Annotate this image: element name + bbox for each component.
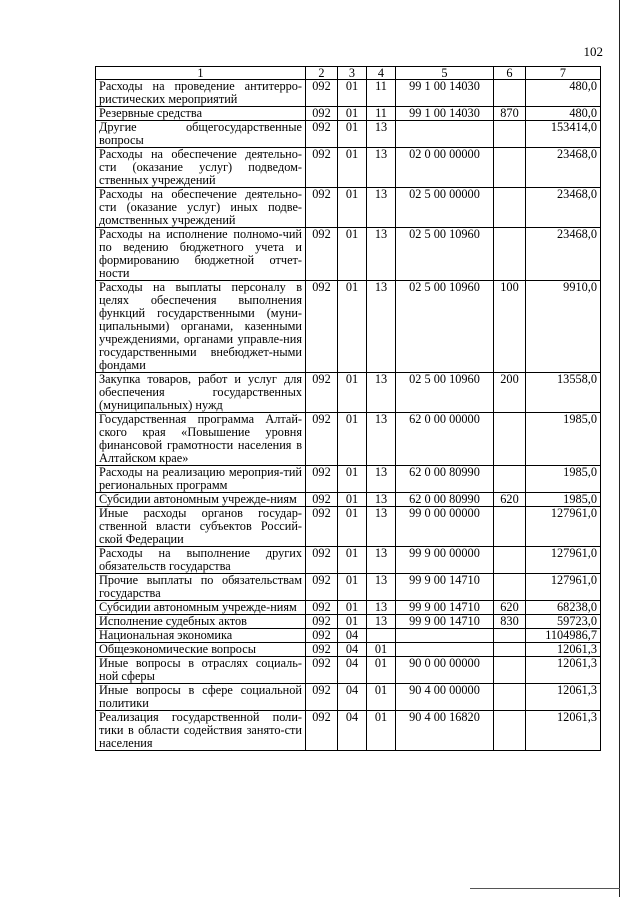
- target-article-cell: 90 4 00 00000: [396, 684, 494, 711]
- expense-name-cell: Общеэкономические вопросы: [96, 643, 306, 657]
- ministry-code-cell: 092: [306, 615, 338, 629]
- expense-type-cell: 620: [494, 493, 526, 507]
- expense-type-cell: 620: [494, 601, 526, 615]
- amount-cell: 23468,0: [526, 148, 601, 188]
- subsection-code-cell: 11: [367, 80, 396, 107]
- subsection-code-cell: 01: [367, 711, 396, 751]
- expense-name-cell: Исполнение судебных актов: [96, 615, 306, 629]
- table-row: [96, 281, 601, 373]
- table-row: [96, 148, 601, 188]
- target-article-cell: 02 5 00 10960: [396, 373, 494, 413]
- section-code-cell: 01: [338, 373, 367, 413]
- section-code-cell: 01: [338, 413, 367, 466]
- target-article-cell: 02 5 00 00000: [396, 188, 494, 228]
- subsection-code-cell: 13: [367, 493, 396, 507]
- section-code-cell: 04: [338, 657, 367, 684]
- target-article-cell: 99 9 00 14710: [396, 601, 494, 615]
- ministry-code-cell: 092: [306, 413, 338, 466]
- expense-name-cell: Национальная экономика: [96, 629, 306, 643]
- table-row: [96, 547, 601, 574]
- subsection-code-cell: 13: [367, 148, 396, 188]
- amount-cell: 12061,3: [526, 711, 601, 751]
- target-article-cell: 02 5 00 10960: [396, 281, 494, 373]
- table-row: [96, 574, 601, 601]
- section-code-cell: 04: [338, 684, 367, 711]
- target-article-cell: [396, 121, 494, 148]
- table-row: [96, 228, 601, 281]
- amount-cell: 68238,0: [526, 601, 601, 615]
- amount-cell: 1104986,7: [526, 629, 601, 643]
- target-article-cell: 62 0 00 00000: [396, 413, 494, 466]
- ministry-code-cell: 092: [306, 507, 338, 547]
- expense-type-cell: 200: [494, 373, 526, 413]
- section-code-cell: 01: [338, 228, 367, 281]
- column-header: 3: [338, 67, 367, 80]
- expense-name-cell: Другие общегосударственные вопросы: [96, 121, 306, 148]
- expense-name-cell: Расходы на выполнение других обязательств государства: [96, 547, 306, 574]
- target-article-cell: 62 0 00 80990: [396, 466, 494, 493]
- ministry-code-cell: 092: [306, 547, 338, 574]
- target-article-cell: 90 0 00 00000: [396, 657, 494, 684]
- target-article-cell: 02 0 00 00000: [396, 148, 494, 188]
- column-header: 2: [306, 67, 338, 80]
- ministry-code-cell: 092: [306, 188, 338, 228]
- subsection-code-cell: 01: [367, 643, 396, 657]
- expense-type-cell: 830: [494, 615, 526, 629]
- subsection-code-cell: 11: [367, 107, 396, 121]
- ministry-code-cell: 092: [306, 373, 338, 413]
- subsection-code-cell: 13: [367, 281, 396, 373]
- section-code-cell: 01: [338, 601, 367, 615]
- ministry-code-cell: 092: [306, 121, 338, 148]
- section-code-cell: 01: [338, 281, 367, 373]
- section-code-cell: 01: [338, 188, 367, 228]
- amount-cell: 480,0: [526, 80, 601, 107]
- expense-type-cell: [494, 188, 526, 228]
- expense-type-cell: [494, 466, 526, 493]
- section-code-cell: 01: [338, 615, 367, 629]
- table-row: [96, 493, 601, 507]
- target-article-cell: 99 1 00 14030: [396, 80, 494, 107]
- expense-type-cell: [494, 657, 526, 684]
- section-code-cell: 01: [338, 507, 367, 547]
- table-row: [96, 121, 601, 148]
- table-row: [96, 80, 601, 107]
- table-row: [96, 373, 601, 413]
- section-code-cell: 04: [338, 629, 367, 643]
- budget-table: [95, 66, 601, 751]
- ministry-code-cell: 092: [306, 466, 338, 493]
- scan-edge-line: [619, 0, 620, 897]
- table-body: [96, 80, 601, 751]
- subsection-code-cell: 13: [367, 615, 396, 629]
- expense-name-cell: Иные вопросы в сфере социальной политики: [96, 684, 306, 711]
- table-row: [96, 188, 601, 228]
- column-header: 6: [494, 67, 526, 80]
- target-article-cell: 62 0 00 80990: [396, 493, 494, 507]
- column-header: 7: [526, 67, 601, 80]
- table-row: [96, 507, 601, 547]
- amount-cell: 23468,0: [526, 228, 601, 281]
- expense-name-cell: Расходы на выплаты персоналу в целях обеспечения выполнения функций государственными (муни-ципальными) органами, казенными учреждениями, органами управле-ния государственными внебюджет-ными фондами: [96, 281, 306, 373]
- subsection-code-cell: 13: [367, 373, 396, 413]
- expense-name-cell: Иные расходы органов государ-ственной власти субъектов Россий-ской Федерации: [96, 507, 306, 547]
- table-row: [96, 629, 601, 643]
- table-row: [96, 413, 601, 466]
- subsection-code-cell: 01: [367, 657, 396, 684]
- subsection-code-cell: 13: [367, 507, 396, 547]
- target-article-cell: 99 9 00 14710: [396, 615, 494, 629]
- expense-type-cell: [494, 547, 526, 574]
- subsection-code-cell: 13: [367, 547, 396, 574]
- target-article-cell: 02 5 00 10960: [396, 228, 494, 281]
- expense-name-cell: Резервные средства: [96, 107, 306, 121]
- expense-name-cell: Закупка товаров, работ и услуг для обеспечения государственных (муниципальных) нужд: [96, 373, 306, 413]
- amount-cell: 1985,0: [526, 413, 601, 466]
- table-row: [96, 711, 601, 751]
- expense-name-cell: Расходы на проведение антитерро-ристических мероприятий: [96, 80, 306, 107]
- target-article-cell: 99 9 00 00000: [396, 547, 494, 574]
- expense-type-cell: [494, 629, 526, 643]
- ministry-code-cell: 092: [306, 80, 338, 107]
- page-number: 102: [583, 44, 603, 59]
- table-row: [96, 684, 601, 711]
- target-article-cell: [396, 643, 494, 657]
- subsection-code-cell: [367, 629, 396, 643]
- section-code-cell: 01: [338, 493, 367, 507]
- section-code-cell: 01: [338, 574, 367, 601]
- ministry-code-cell: 092: [306, 493, 338, 507]
- expense-name-cell: Расходы на обеспечение деятельно-сти (оказание услуг) подведом-ственных учреждений: [96, 148, 306, 188]
- expense-name-cell: Субсидии автономным учрежде-ниям: [96, 493, 306, 507]
- expense-type-cell: [494, 711, 526, 751]
- subsection-code-cell: 13: [367, 188, 396, 228]
- amount-cell: 153414,0: [526, 121, 601, 148]
- amount-cell: 23468,0: [526, 188, 601, 228]
- ministry-code-cell: 092: [306, 684, 338, 711]
- target-article-cell: 99 0 00 00000: [396, 507, 494, 547]
- table-row: [96, 107, 601, 121]
- expense-type-cell: [494, 228, 526, 281]
- amount-cell: 127961,0: [526, 547, 601, 574]
- expense-name-cell: Расходы на реализацию мероприя-тий региональных программ: [96, 466, 306, 493]
- column-header: 1: [96, 67, 306, 80]
- ministry-code-cell: 092: [306, 107, 338, 121]
- ministry-code-cell: 092: [306, 228, 338, 281]
- ministry-code-cell: 092: [306, 657, 338, 684]
- amount-cell: 13558,0: [526, 373, 601, 413]
- ministry-code-cell: 092: [306, 629, 338, 643]
- subsection-code-cell: 13: [367, 413, 396, 466]
- expense-type-cell: [494, 574, 526, 601]
- section-code-cell: 01: [338, 466, 367, 493]
- table-row: [96, 615, 601, 629]
- amount-cell: 127961,0: [526, 507, 601, 547]
- column-header: 4: [367, 67, 396, 80]
- section-code-cell: 01: [338, 121, 367, 148]
- table-row: [96, 643, 601, 657]
- ministry-code-cell: 092: [306, 148, 338, 188]
- expense-type-cell: [494, 148, 526, 188]
- target-article-cell: 99 1 00 14030: [396, 107, 494, 121]
- table-row: [96, 466, 601, 493]
- section-code-cell: 01: [338, 107, 367, 121]
- expense-name-cell: Субсидии автономным учрежде-ниям: [96, 601, 306, 615]
- expense-name-cell: Государственная программа Алтай-ского края «Повышение уровня финансовой грамотности населения в Алтайском крае»: [96, 413, 306, 466]
- expense-name-cell: Расходы на обеспечение деятельно-сти (оказание услуг) иных подве-домственных учреждений: [96, 188, 306, 228]
- ministry-code-cell: 092: [306, 574, 338, 601]
- expense-type-cell: [494, 507, 526, 547]
- expense-name-cell: Прочие выплаты по обязательствам государства: [96, 574, 306, 601]
- ministry-code-cell: 092: [306, 643, 338, 657]
- target-article-cell: [396, 629, 494, 643]
- subsection-code-cell: 13: [367, 601, 396, 615]
- amount-cell: 12061,3: [526, 657, 601, 684]
- expense-type-cell: [494, 80, 526, 107]
- subsection-code-cell: 13: [367, 228, 396, 281]
- amount-cell: 1985,0: [526, 493, 601, 507]
- subsection-code-cell: 13: [367, 121, 396, 148]
- amount-cell: 12061,3: [526, 643, 601, 657]
- target-article-cell: 99 9 00 14710: [396, 574, 494, 601]
- expense-type-cell: 870: [494, 107, 526, 121]
- expense-type-cell: 100: [494, 281, 526, 373]
- ministry-code-cell: 092: [306, 711, 338, 751]
- table-row: [96, 601, 601, 615]
- column-header: 5: [396, 67, 494, 80]
- expense-type-cell: [494, 684, 526, 711]
- subsection-code-cell: 13: [367, 466, 396, 493]
- subsection-code-cell: 01: [367, 684, 396, 711]
- ministry-code-cell: 092: [306, 601, 338, 615]
- expense-type-cell: [494, 413, 526, 466]
- target-article-cell: 90 4 00 16820: [396, 711, 494, 751]
- amount-cell: 1985,0: [526, 466, 601, 493]
- amount-cell: 127961,0: [526, 574, 601, 601]
- expense-type-cell: [494, 643, 526, 657]
- amount-cell: 9910,0: [526, 281, 601, 373]
- expense-name-cell: Иные вопросы в отраслях социаль-ной сферы: [96, 657, 306, 684]
- section-code-cell: 01: [338, 547, 367, 574]
- scan-edge-line: [470, 888, 620, 889]
- table-header-row: [96, 67, 601, 80]
- expense-name-cell: Реализация государственной поли-тики в области содействия занято-сти населения: [96, 711, 306, 751]
- subsection-code-cell: 13: [367, 574, 396, 601]
- amount-cell: 480,0: [526, 107, 601, 121]
- amount-cell: 12061,3: [526, 684, 601, 711]
- section-code-cell: 01: [338, 148, 367, 188]
- section-code-cell: 04: [338, 711, 367, 751]
- expense-name-cell: Расходы на исполнение полномо-чий по ведению бюджетного учета и формированию бюджетной отчет-ности: [96, 228, 306, 281]
- section-code-cell: 01: [338, 80, 367, 107]
- expense-type-cell: [494, 121, 526, 148]
- section-code-cell: 04: [338, 643, 367, 657]
- table-row: [96, 657, 601, 684]
- ministry-code-cell: 092: [306, 281, 338, 373]
- amount-cell: 59723,0: [526, 615, 601, 629]
